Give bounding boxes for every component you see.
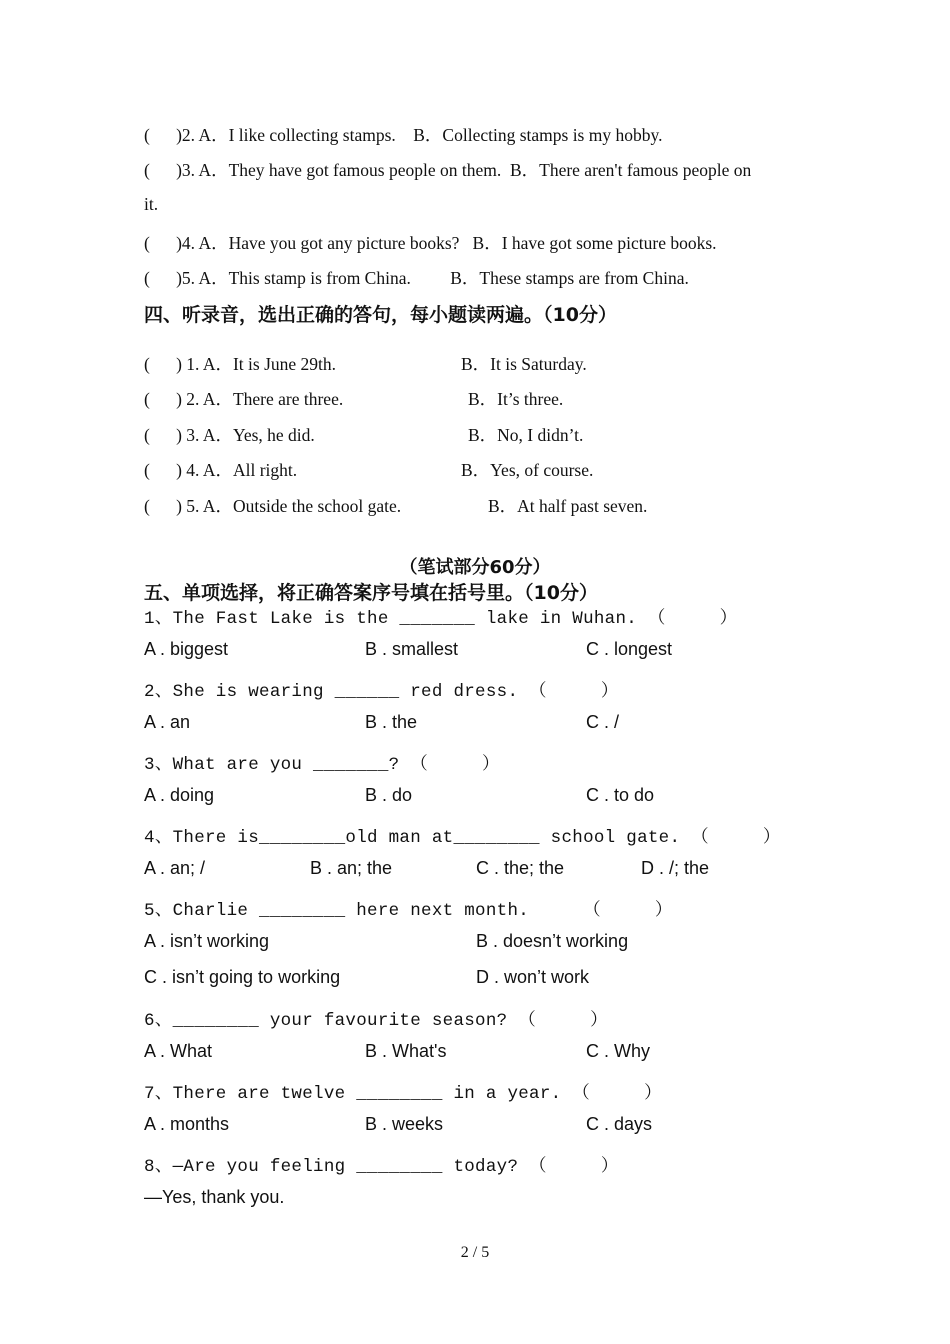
question-line-continuation: it. xyxy=(144,194,159,214)
question-stem: 6、________ your favourite season? （ ） xyxy=(144,1011,608,1031)
question-line: ( )3. A．They have got famous people on them. B．There aren't famous people on xyxy=(144,160,752,180)
listening-item-a: ( ) 2. A．There are three. xyxy=(144,389,344,409)
option-c: C . isn’t going to working xyxy=(144,967,341,987)
question-line: ( )2. A．I like collecting stamps. B．Collecting stamps is my hobby. xyxy=(144,125,663,145)
option-a: A . isn’t working xyxy=(144,931,270,951)
option-c: C . Why xyxy=(586,1041,651,1061)
option-a: A . an xyxy=(144,712,191,732)
option-b: B . an; the xyxy=(310,858,393,878)
option-c: C . days xyxy=(586,1114,653,1134)
question-stem: 3、What are you _______? （ ） xyxy=(144,755,500,775)
option-b: B . weeks xyxy=(365,1114,444,1134)
option-a: A . doing xyxy=(144,785,215,805)
section-heading: 四、听录音，选出正确的答句，每小题读两遍。（10分） xyxy=(144,304,617,326)
question-line: ( )5. A．This stamp is from China. B．These stamps are from China. xyxy=(144,268,689,288)
option-a: A . months xyxy=(144,1114,230,1134)
listening-item-b: B．Yes, of course. xyxy=(461,460,594,480)
option-c: C . / xyxy=(586,712,620,732)
option-a: A . What xyxy=(144,1041,213,1061)
option-c: C . to do xyxy=(586,785,655,805)
question-line: ( )4. A．Have you got any picture books? B．I have got some picture books. xyxy=(144,233,717,253)
question-stem: 2、She is wearing ______ red dress. （ ） xyxy=(144,682,619,702)
listening-item-b: B．No, I didn’t. xyxy=(468,425,584,445)
question-stem: 1、The Fast Lake is the _______ lake in Wuhan. （ ） xyxy=(144,609,738,629)
question-stem: 5、Charlie ________ here next month. （ ） xyxy=(144,901,673,921)
section-heading: 五、单项选择，将正确答案序号填在括号里。（10分） xyxy=(144,582,598,604)
written-part-title: （笔试部分60分） xyxy=(399,557,551,578)
option-b: B . What's xyxy=(365,1041,447,1061)
option-a: A . an; / xyxy=(144,858,206,878)
question-stem: 4、There is________old man at________ school gate. （ ） xyxy=(144,828,781,848)
option-c: C . the; the xyxy=(476,858,565,878)
listening-item-b: B．It is Saturday. xyxy=(461,354,587,374)
option-a: A . biggest xyxy=(144,639,229,659)
option-d: D . /; the xyxy=(641,858,710,878)
listening-item-b: B．At half past seven. xyxy=(488,496,648,516)
listening-item-a: ( ) 4. A．All right. xyxy=(144,460,298,480)
dialogue-answer: —Yes, thank you. xyxy=(144,1187,285,1207)
option-d: D . won’t work xyxy=(476,967,590,987)
listening-item-b: B．It’s three. xyxy=(468,389,564,409)
listening-item-a: ( ) 3. A．Yes, he did. xyxy=(144,425,315,445)
option-b: B . the xyxy=(365,712,418,732)
option-c: C . longest xyxy=(586,639,673,659)
option-b: B . smallest xyxy=(365,639,459,659)
listening-item-a: ( ) 5. A．Outside the school gate. xyxy=(144,496,402,516)
option-b: B . doesn’t working xyxy=(476,931,629,951)
question-stem: 7、There are twelve ________ in a year. （ ） xyxy=(144,1084,662,1104)
option-b: B . do xyxy=(365,785,413,805)
listening-item-a: ( ) 1. A．It is June 29th. xyxy=(144,354,337,374)
page-number: 2 / 5 xyxy=(460,1244,490,1261)
question-stem: 8、—Are you feeling ________ today? （ ） xyxy=(144,1157,619,1177)
